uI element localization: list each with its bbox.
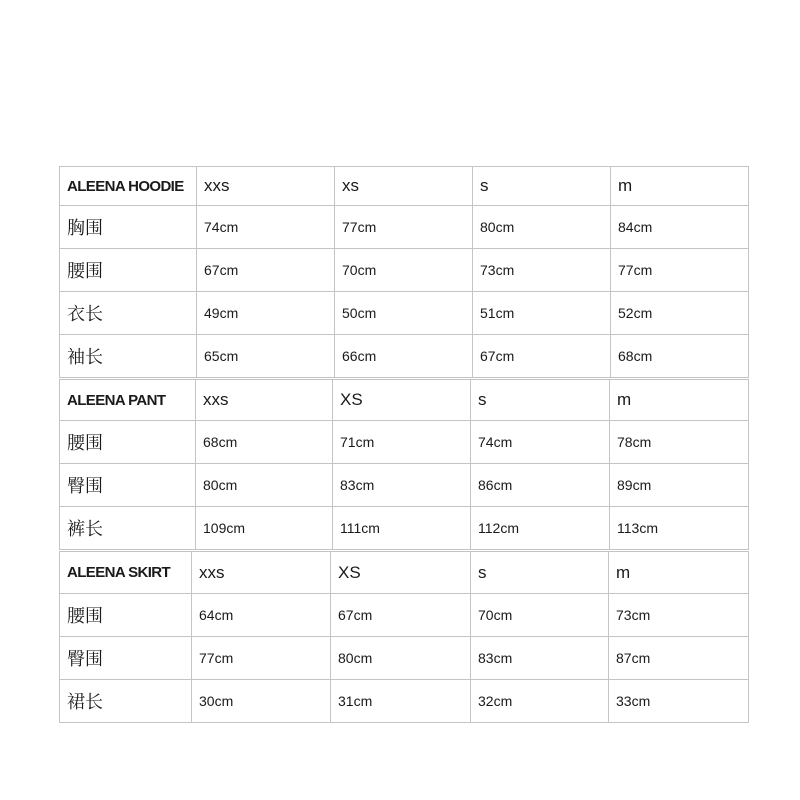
table-header-row xyxy=(60,167,749,206)
measurement-value: 32cm xyxy=(471,680,609,723)
table-row xyxy=(60,249,749,292)
measurement-value: 30cm xyxy=(192,680,331,723)
measurement-label: 裙长 xyxy=(60,680,192,723)
measurement-value: 77cm xyxy=(192,637,331,680)
size-header: m xyxy=(609,552,749,594)
size-header: xxs xyxy=(197,167,335,206)
skirt-size-table xyxy=(59,551,749,723)
measurement-value: 83cm xyxy=(471,637,609,680)
measurement-value: 51cm xyxy=(473,292,611,335)
table-header-row xyxy=(60,552,749,594)
measurement-value: 73cm xyxy=(609,594,749,637)
measurement-value: 71cm xyxy=(333,421,471,464)
table-row xyxy=(60,594,749,637)
measurement-value: 89cm xyxy=(610,464,749,507)
size-header: m xyxy=(611,167,749,206)
table-row xyxy=(60,464,749,507)
measurement-value: 80cm xyxy=(473,206,611,249)
product-name: ALEENA HOODIE xyxy=(60,167,197,206)
measurement-label: 袖长 xyxy=(60,335,197,378)
measurement-value: 49cm xyxy=(197,292,335,335)
measurement-value: 109cm xyxy=(196,507,333,550)
measurement-value: 64cm xyxy=(192,594,331,637)
measurement-value: 78cm xyxy=(610,421,749,464)
measurement-value: 73cm xyxy=(473,249,611,292)
measurement-value: 112cm xyxy=(471,507,610,550)
measurement-value: 83cm xyxy=(333,464,471,507)
measurement-value: 31cm xyxy=(331,680,471,723)
table-row xyxy=(60,292,749,335)
size-header: xxs xyxy=(196,380,333,421)
size-header: XS xyxy=(333,380,471,421)
pant-size-table xyxy=(59,379,749,550)
size-header: s xyxy=(471,552,609,594)
measurement-value: 87cm xyxy=(609,637,749,680)
measurement-value: 50cm xyxy=(335,292,473,335)
measurement-value: 67cm xyxy=(197,249,335,292)
measurement-value: 66cm xyxy=(335,335,473,378)
measurement-value: 67cm xyxy=(473,335,611,378)
product-name: ALEENA PANT xyxy=(60,380,196,421)
size-header: xxs xyxy=(192,552,331,594)
measurement-value: 52cm xyxy=(611,292,749,335)
measurement-label: 裤长 xyxy=(60,507,196,550)
measurement-value: 68cm xyxy=(196,421,333,464)
table-row xyxy=(60,421,749,464)
measurement-label: 腰围 xyxy=(60,421,196,464)
table-row xyxy=(60,507,749,550)
measurement-value: 86cm xyxy=(471,464,610,507)
size-header: s xyxy=(471,380,610,421)
measurement-label: 臀围 xyxy=(60,637,192,680)
measurement-value: 70cm xyxy=(471,594,609,637)
measurement-value: 33cm xyxy=(609,680,749,723)
measurement-value: 65cm xyxy=(197,335,335,378)
measurement-value: 84cm xyxy=(611,206,749,249)
measurement-value: 80cm xyxy=(196,464,333,507)
size-header: xs xyxy=(335,167,473,206)
table-header-row xyxy=(60,380,749,421)
measurement-value: 77cm xyxy=(335,206,473,249)
measurement-value: 68cm xyxy=(611,335,749,378)
size-header: XS xyxy=(331,552,471,594)
measurement-value: 74cm xyxy=(471,421,610,464)
table-row xyxy=(60,680,749,723)
table-row xyxy=(60,637,749,680)
measurement-value: 111cm xyxy=(333,507,471,550)
measurement-label: 臀围 xyxy=(60,464,196,507)
measurement-value: 74cm xyxy=(197,206,335,249)
table-row xyxy=(60,335,749,378)
measurement-label: 腰围 xyxy=(60,594,192,637)
table-row xyxy=(60,206,749,249)
measurement-value: 67cm xyxy=(331,594,471,637)
hoodie-size-table xyxy=(59,166,749,378)
measurement-label: 腰围 xyxy=(60,249,197,292)
product-name: ALEENA SKIRT xyxy=(60,552,192,594)
size-header: m xyxy=(610,380,749,421)
measurement-value: 113cm xyxy=(610,507,749,550)
measurement-value: 77cm xyxy=(611,249,749,292)
size-header: s xyxy=(473,167,611,206)
measurement-label: 胸围 xyxy=(60,206,197,249)
measurement-label: 衣长 xyxy=(60,292,197,335)
measurement-value: 80cm xyxy=(331,637,471,680)
measurement-value: 70cm xyxy=(335,249,473,292)
